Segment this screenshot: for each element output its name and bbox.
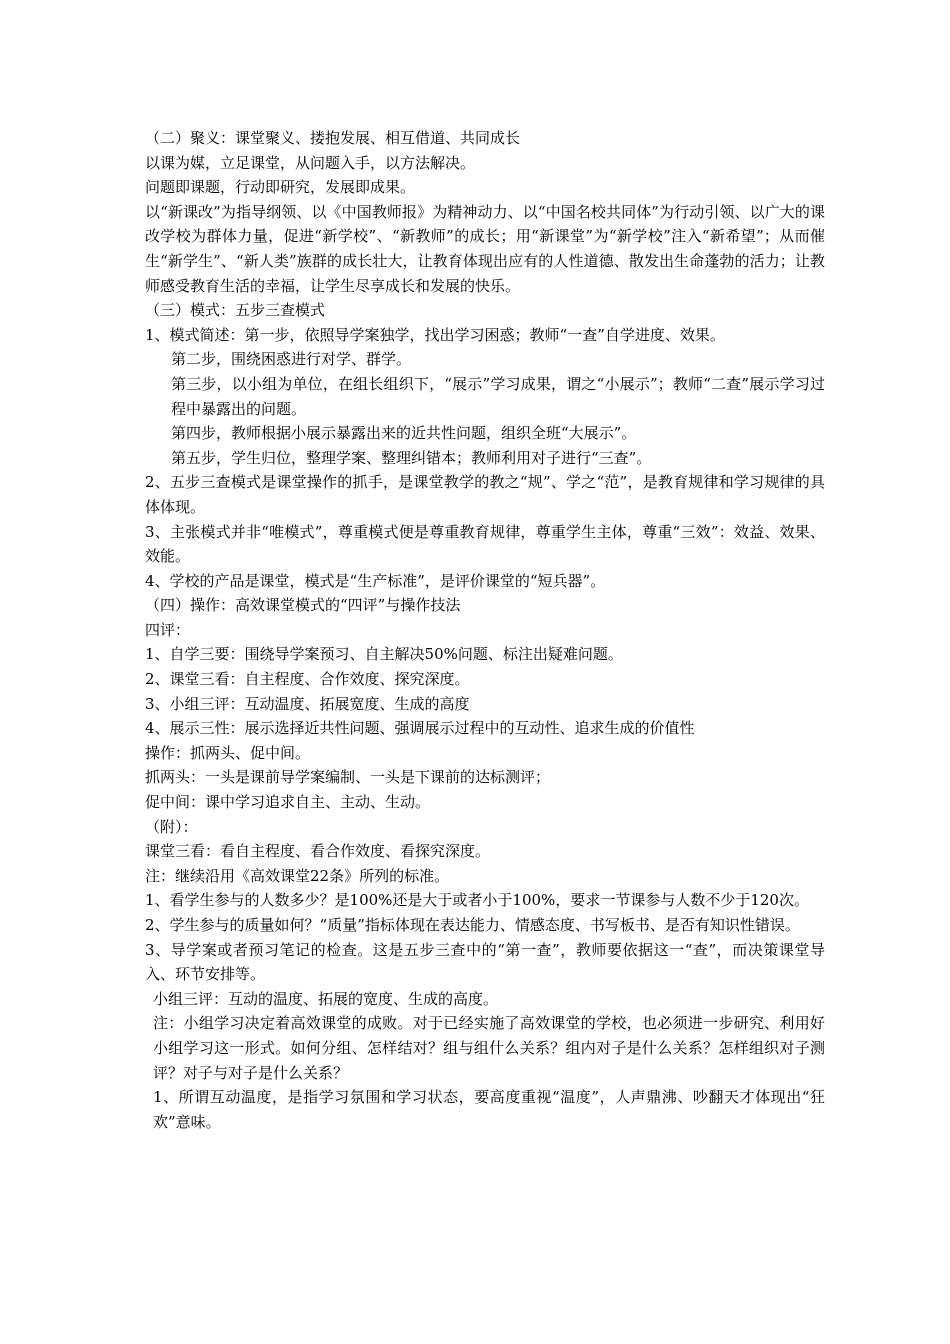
paragraph: 2、学生参与的质量如何？“质量”指标体现在表达能力、情感态度、书写板书、是否有知识性错误。	[145, 916, 800, 934]
paragraph: 操作：抓两头、促中间。	[145, 743, 311, 762]
paragraph: 以“新课改”为指导纲领、以《中国教师报》为精神动力、以“中国名校共同体”为行动引领、以广大的课改学校为群体力量，促进“新学校”、“新教师”的成长；用“新课堂”为“新学校”注入“新希望”；从而催生“新学生”、“新人类”族群的成长壮大，让教育体现出应有的人性道德、散发出生命蓬勃的活力；让教师感受教育生活的幸福，让学生尽享成长和发展的快乐。	[145, 202, 825, 295]
paragraph: 抓两头：一头是课前导学案编制、一头是下课前的达标测评；	[145, 768, 551, 787]
paragraph: （三）模式：五步三查模式	[145, 301, 326, 320]
paragraph: 以课为媒，立足课堂，从问题入手，以方法解决。	[145, 153, 476, 172]
paragraph: 问题即课题，行动即研究，发展即成果。	[145, 178, 416, 197]
paragraph: 2、五步三查模式是课堂操作的抓手，是课堂教学的教之“规”、学之“范”，是教育规律和学习规律的具体体现。	[145, 473, 825, 516]
paragraph: 小组三评：互动的温度、拓展的宽度、生成的高度。	[153, 989, 499, 1008]
document-body	[145, 126, 825, 1134]
paragraph: 4、学校的产品是课堂，模式是“生产标准”，是评价课堂的“短兵器”。	[145, 571, 606, 590]
paragraph: （四）操作：高效课堂模式的“四评”与操作技法	[145, 596, 461, 615]
paragraph: 3、小组三评：互动温度、拓展宽度、生成的高度	[145, 694, 470, 713]
paragraph: 第四步，教师根据小展示暴露出来的近共性问题，组织全班“大展示”。	[171, 424, 637, 443]
paragraph: 2、课堂三看：自主程度、合作效度、探究深度。	[145, 670, 470, 689]
paragraph: 第五步，学生归位，整理学案、整理纠错本；教师利用对子进行“三查”。	[171, 448, 652, 467]
paragraph: 四评：	[145, 620, 191, 639]
paragraph: 第二步，围绕困惑进行对学、群学。	[171, 350, 412, 369]
paragraph: 3、主张模式并非“唯模式”，尊重模式便是尊重教育规律，尊重学生主体，尊重“三效”：效益、效果、效能。	[145, 522, 825, 566]
paragraph: 1、看学生参与的人数多少？是100%还是大于或者小于100%，要求一节课参与人数不少于120次。	[145, 891, 809, 910]
paragraph: 4、展示三性：展示选择近共性问题、强调展示过程中的互动性、追求生成的价值性	[145, 719, 695, 738]
paragraph: 1、自学三要：围绕导学案预习、自主解决50%问题、标注出疑难问题。	[145, 645, 623, 664]
paragraph: （附）：	[145, 817, 198, 836]
paragraph: 注：继续沿用《高效课堂22条》所列的标准。	[145, 866, 450, 885]
paragraph: 1、所谓互动温度，是指学习氛围和学习状态，要高度重视“温度”，人声鼎沸、吵翻天才体现出“狂欢”意味。	[153, 1088, 825, 1131]
paragraph: 第三步，以小组为单位，在组长组织下，“展示”学习成果，谓之“小展示”；教师“二查”展示学习过程中暴露出的问题。	[171, 374, 825, 418]
paragraph: 3、导学案或者预习笔记的检查。这是五步三查中的“第一查”，教师要依据这一“查”，而决策课堂导入、环节安排等。	[145, 940, 825, 984]
paragraph: 注：小组学习决定着高效课堂的成败。对于已经实施了高效课堂的学校，也必须进一步研究、利用好小组学习这一形式。如何分组、怎样结对？组与组什么关系？组内对子是什么关系？怎样组织对子测评？对子与对子是什么关系？	[153, 1014, 825, 1082]
paragraph: （二）聚义：课堂聚义、搂抱发展、相互借道、共同成长	[145, 129, 521, 147]
paragraph: 课堂三看：看自主程度、看合作效度、看探究深度。	[145, 842, 491, 861]
paragraph: 促中间：课中学习追求自主、主动、生动。	[145, 793, 431, 812]
paragraph: 1、模式简述：第一步，依照导学案独学，找出学习困惑；教师“一查”自学进度、效果。	[145, 325, 725, 344]
